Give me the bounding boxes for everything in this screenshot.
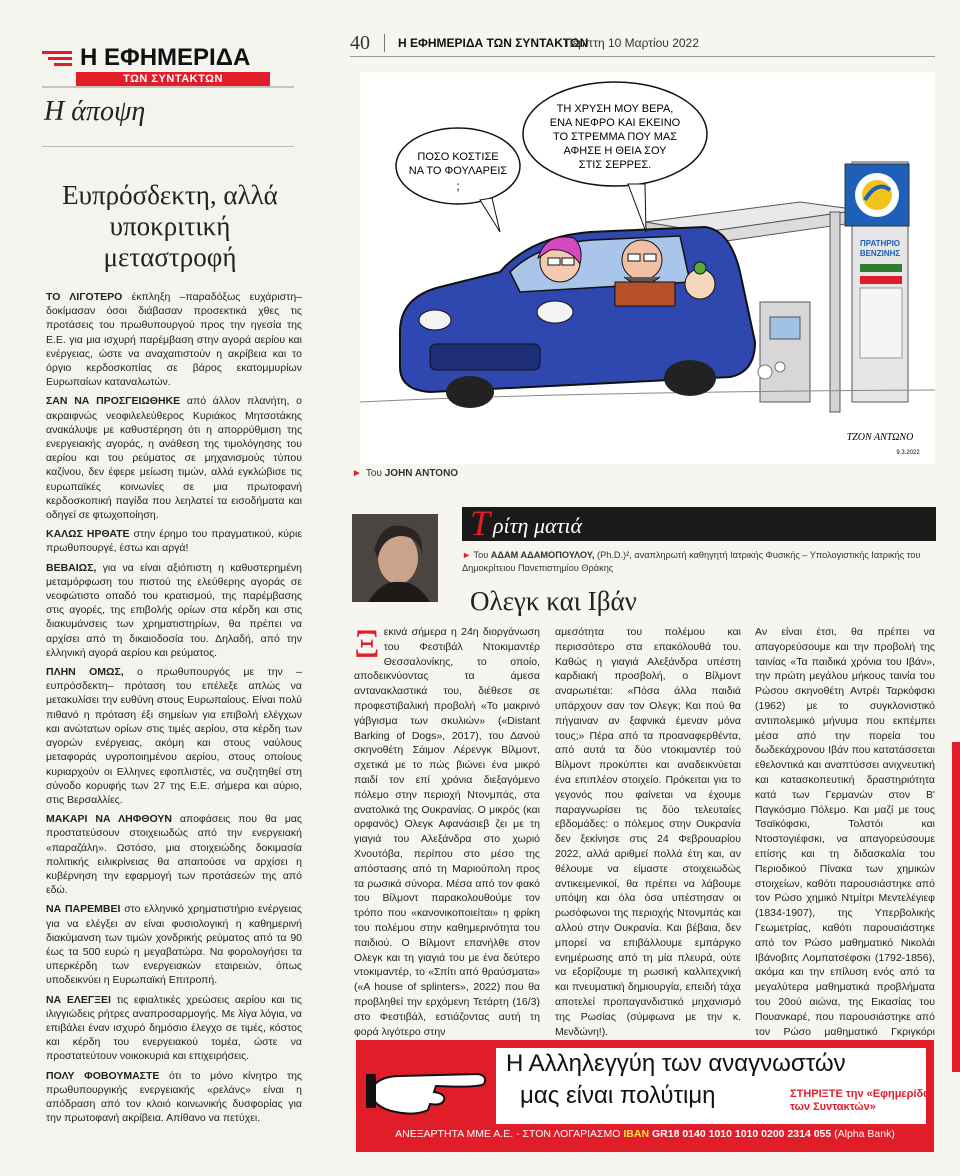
bubble-right-line: ΤΟ ΣΤΡΕΜΜΑ ΠΟΥ ΜΑΣ [552,131,678,143]
pointing-hand-icon [366,1052,491,1120]
cartoonist-signature: ΤΖΟΝ ΑΝΤΩΝΟ [846,432,914,443]
author-byline: ► Του ΑΔΑΜ ΑΔΑΜΟΠΟΥΛΟΥ, (Ph.D.)², αναπληρωτή καθηγητή Ιατρικής Φυσικής – Υπολογιστικής Ιατρικής του Δημοκρίτειου Πανεπιστημίου Θράκης [462,550,921,573]
page-edge-marker [952,742,960,1072]
car-wheel [664,360,716,396]
article-column-2: αμεσότητα του πολέμου και περισσότερο στα επακόλουθά του. Καθώς η γιαγιά Αλεξάνδρα υπέστη καρδιακή προσβολή, ο Βίλμοντ αναρωτιέται: «Πόσα άλλα παιδιά υπάρχουν σαν τον Ολεγκ; Και πού θα πήγαιναν αν ξαφνικά έμεναν μόνα τους;» Πέρα από τα προαναφερθέντα, από αυτά τα δύο ντοκιμαντέρ τού Βίλμοντ προκύπτει και αναδεικνύεται ένα επιπλέον στοιχείο. Πρόκειται για το γεγονός που φαίνεται να έχουμε παραγνωρίσει τις δύο τελευταίες εβδομάδες: ο πόλεμος στην Ουκρανία δεν ξεκίνησε στις 24 Φεβρουαρίου 2022, αλλά αριθμεί πολλά έτη και, αν θέλουμε να είμαστε στοιχειωδώς αντικειμενικοί, θα πρέπει να λάβουμε υπόψη και όλα όσα υπέστησαν οι ρωσόφωνοι της περιοχής Ντονμπάς και αλλού στην Ουκρανία. Και βέβαια, δεν μπορεί να επιβάλλουμε εμπάργκο ενημέρωσης από τη μία πλευρά, ούτε να εξορίζουμε τη ρωσική καλλιτεχνική και πνευματική δημιουργία, επειδή τάχα αποτελεί προπαγανδιστικό μηχανισμό της Ρωσίας (σύμφωνα με την κ. Μενδώνη!). [555,626,741,1038]
canopy-pillar [830,212,840,412]
issue-date: Πέμπτη 10 Μαρτίου 2022 [564,36,699,50]
logo-sub: ΤΩΝ ΣΥΝΤΑΚΤΩΝ [76,72,270,86]
divider [42,86,294,88]
ad-iban-line: ΑΝΕΞΑΡΤΗΤΑ ΜΜΕ Α.Ε. - ΣΤΟΝ ΛΟΓΑΡΙΑΣΜΟ IBAN GR18 0140 1010 1010 0200 2314 055 (Alpha Bank) [395,1128,895,1140]
banner-title: ρίτη ματιά [493,513,583,538]
logo-main: Η ΕΦΗΜΕΡΙΔΑ [80,44,251,71]
sign-line-2: ΒΕΝΖΙΝΗΣ [859,249,901,258]
article-column-3: Αν είναι έτσι, θα πρέπει να απαγορεύσουμε και την προβολή της ταινίας «Τα παιδικά χρόνια του Ιβάν», την πρώτη μεγάλου μήκους ταινία του Ρώσου σκηνοθέτη Αντρέι Ταρκόφσκι (1962) με το συγκλονιστικό αντιπολεμικό μήνυμα που εκπέμπει μέσα από την πορεία του δωδεκάχρονου Ιβάν που κατατάσσεται εθελοντικά και αναπτύσσει ανιχνευτική και κατασκοπευτική δραστηριότητα κατά των Γερμανών στον Β' Παγκόσμιο Πόλεμο. Και μαζί με τους Τσαϊκόφσκι, Τολστόι και Ντοστογιέφσκι, να απαγορεύσουμε επίσης και τη διδασκαλία του Περιοδικού Πίνακα των χημικών στοιχείων, καθότι παρουσιάστηκε από τον Ρώσο χημικό Ντμίτρι Μεντελέγιεφ (1834-1907), της Υπερβολικής Γεωμετρίας, καθότι παρουσιάστηκε από τον Ρώσο μαθηματικό Νικολάι Ιβάνοβιτς Λομπατσέφσκι (1792-1856), ακόμα και την επίλυση ενός από τα μεγαλύτερα μαθηματικά προβλήματα του 20ού αιώνα, της Εικασίας του Πουανκαρέ, που παρουσιάστηκε από τον Ρώσο μαθηματικό Γκριγκόρι [755,626,935,1038]
editorial-paragraph: ΒΕΒΑΙΩΣ, για να είναι αξιόπιστη η καθυστερημένη μεταμόρφωση του πιστού της ελεύθερης αγοράς σε νεοφώτιστο οπαδό του κρατισμού, της παρέμβασης στις αγορές, της επιβολής ορίων στα κέρδη και στις διακυμάνσεις των χρηματιστηρίων, θα πρέπει να αρχίσει από τη δικαιοδοσία του. Δηλαδή, από την ελληνική αγορά αερίου και ρεύματος. [46,561,302,659]
logo-speed-lines-icon [42,47,76,69]
divider [384,34,385,52]
editorial-headline: Ευπρόσδεκτη, αλλά υποκριτική μεταστροφή [62,180,278,272]
arrow-icon: ► [462,550,472,560]
editorial-paragraph: ΠΛΗΝ ΟΜΩΣ, ο πρωθυπουργός με την –ευπρόσδεκτη– πρόταση του επέλεξε απλώς να μετακυλίσει την ευθύνη στους Ευρωπαίους. Είναι πολύ πιθανό η πρόταση έξι σημείων για επιβολή ελέγχων και ανώτατων ορίων στις τιμές αερίου, στα κέρδη των αγορών ενέργειας, ακόμη και στους ναύλους μεταφοράς υγροποιημένου αερίου, στους οποίους κυριαρχούν οι Ελληνες εφοπλιστές, να συζητηθεί στη σύνοδο κορυφής των 27 της Ε.Ε. σήμερα και αύριο, στις Βερσαλλίες. [46,666,302,806]
page-header [350,30,935,57]
banner-initial: Τ [470,503,491,543]
author-photo [352,514,438,602]
ad-headline-1: Η Αλληλεγγύη των αναγνωστών [506,1050,846,1077]
article-title: Ολεγκ και Ιβάν [470,586,637,616]
editorial-column [0,0,338,1176]
cartoon [360,72,935,464]
ad-headline-2: μας είναι πολύτιμη [520,1082,716,1109]
bubble-right-line: ΑΦΗΣΕ Η ΘΕΙΑ ΣΟΥ [563,145,667,157]
editorial-paragraph: ΤΟ ΛΙΓΟΤΕΡΟ έκπληξη –παραδόξως ευχάριστη– δοκίμασαν όσοι διάβασαν προσεκτικά χθες τις προτάσεις του πρωθυπουργού προς την ηγεσία της Ε.Ε. για μια ισχυρή παρέμβαση στην αγορά αερίου και ενέργειας, ώστε να αναχαιτιστούν η ακρίβεια και το όργιο κερδοσκοπίας σε βάρος εκατομμυρίων Ευρωπαίων καταναλωτών. [46,291,302,389]
exhaust-puff [775,362,785,372]
page-number: 40 [350,32,370,54]
bubble-left-line: ΝΑ ΤΟ ΦΟΥΛΑΡΕΙΣ [408,165,508,177]
car-wheel [446,376,494,408]
car-headlight [419,310,451,330]
divider [42,146,294,147]
exhaust-puff [758,365,772,379]
arrow-icon: ► [352,468,362,479]
car-grille [430,344,540,370]
bubble-left-line: ; [456,179,460,193]
ad-cta: ΣΤΗΡΙΞΤΕ την «Εφημερίδα των Συντακτών» [790,1088,930,1113]
drop-cap: Ξ [354,621,380,666]
cartoon-credit: ► Του JOHN ANTONO [352,468,459,479]
editorial-paragraph: ΝΑ ΠΑΡΕΜΒΕΙ στο ελληνικό χρηματιστήριο ενέργειας για να ελέγξει αν είναι φυσιολογική η καθημερινή διακύμανση των τιμών χονδρικής ρεύματος από τα 90 έως τα 500 ευρώ η μεγαβατώρα. Να φορολογήσει τα υπερκέρδη των ενεργειακών εταιρειών, όπως υποδεικνύει η Ευρωπαϊκή Επιτροπή. [46,903,302,987]
editorial-paragraph: ΣΑΝ ΝΑ ΠΡΟΣΓΕΙΩΘΗΚΕ από άλλον πλανήτη, ο ακραιφνώς νεοφιλελεύθερος Κυριάκος Μητσοτάκης ανακάλυψε με καθυστέρηση ότι η απορρύθμιση της ενεργειακής αγοράς, η ανάθεση της τιμολόγησης του αερίου και του ρεύματος σε μηχανισμούς τύπου καζίνου, δεν έφερε μείωση τιμών, αλλά εγκλώβισε τις ευρωπαϊκές κοινωνίες σε μια πρωτοφανή κερδοσκοπική παγίδα που λεηλατεί τα εισοδήματα και οδηγεί σε φτωχοποίηση. [46,395,302,522]
editorial-paragraph: ΠΟΛΥ ΦΟΒΟΥΜΑΣΤΕ ότι το μόνο κίνητρο της πρωθυπουργικής ενεργειακής «ρελάνς» είναι η απόδραση από τον κλοιό κοινωνικής δυσφορίας για την πρωτοφανή ακρίβεια. Απίθανο να πετύχει. [46,1069,302,1125]
cartoon-date: 9.3.2022 [896,450,920,456]
bubble-right-line: ΕΝΑ ΝΕΦΡΟ ΚΑΙ ΕΚΕΙΝΟ [549,117,681,129]
bubble-left-line: ΠΟΣΟ ΚΟΣΤΙΣΕ [417,151,499,163]
paper-name: Η ΕΦΗΜΕΡΙΔΑ ΤΩΝ ΣΥΝΤΑΚΤΩΝ [398,36,589,50]
solidarity-ad[interactable] [356,1040,934,1152]
editorial-paragraph: ΜΑΚΑΡΙ ΝΑ ΛΗΦΘΟΥΝ αποφάσεις που θα μας προστατεύσουν στοιχειωδώς από την ενεργειακή «παραζάλη». Ωστόσο, μια στοιχειώδης δοκιμασία πολιτικής ειλικρίνειας θα απαιτούσε να αρχίσει η κυβέρνηση την εφαρμογή των προτάσεών της από εδώ. [46,813,302,897]
editorial-paragraph: ΚΑΛΩΣ ΗΡΘΑΤΕ στην έρημο του πραγματικού, κύριε πρωθυπουργέ, έστω και αργά! [46,528,303,555]
editorial-body [46,290,302,1130]
car-headlight [537,301,573,323]
sign-line-1: ΠΡΑΤΗΡΙΟ [859,239,901,248]
bubble-right-line: ΣΤΙΣ ΣΕΡΡΕΣ. [578,159,652,171]
newspaper-logo [42,44,270,86]
editorial-paragraph: ΝΑ ΕΛΕΓΞΕΙ τις εφιαλτικές χρεώσεις αερίου και τις ιλιγγιώδεις ρήτρες αναπροσαρμογής. Με λίγα λόγια, να επιβάλει έναν ισχυρό δημόσιο έλεγχο σε τιμές, κόστος και κέρδη του ενεργειακού τομέα, ώστε να προστατεύτουν νοικοκυριά και επιχειρήσεις. [46,993,302,1063]
article-column-1: Ξεκινά σήμερα η 24η διοργάνωση του Φεστιβάλ Ντοκιμαντέρ Θεσσαλονίκης, το οποίο, αποδεικνύοντας τα άμεσα αντανακλαστικά του, διέθεσε σε προφεστιβαλική προβολή «Το μακρινό γάβγισμα των σκυλιών» («Distant Barking of Dogs», 2017), του Δανού σκηνοθέτη Σάιμον Λέρενγκ Βίλμοντ, σχετικά με το πώς βιώνει ένα μικρό παιδί τον επί χρόνια διεξαγόμενο πόλεμο στην περιοχή Ντονμπάς, στα ανατολικά της Ουκρανίας. Ο μικρός (και ορφανός) Ολεγκ Αφανάσιεβ ζει με τη γιαγιά του Αλεξάνδρα στο χωριό Χνουτόβα, περίπου στο μέσο της απόστασης από τη Μαριούπολη προς τα ρωσικά σύνορα. Μέσα από τον φακό του Βίλμοντ παρακολουθούμε τον τρόπο που «κανονικοποιείται» η φρίκη του πολέμου στην καθημερινότητα του παιδιού. Ο Βίλμοντ επανήλθε στον Ολεγκ και τη γιαγιά του με ένα δεύτερο ντοκιμαντέρ, το «Σπίτι από θραύσματα» («A house of splinters», 2022) που θα προβληθεί την ερχόμενη Τετάρτη (16/3) στο Φεστιβάλ, εστιάζοντας αυτή τη φορά λιγότερο στην [354,621,540,1038]
bubble-right-line: ΤΗ ΧΡΥΣΗ ΜΟΥ ΒΕΡΑ, [556,103,674,115]
section-title: Η άποψη [44,96,146,127]
